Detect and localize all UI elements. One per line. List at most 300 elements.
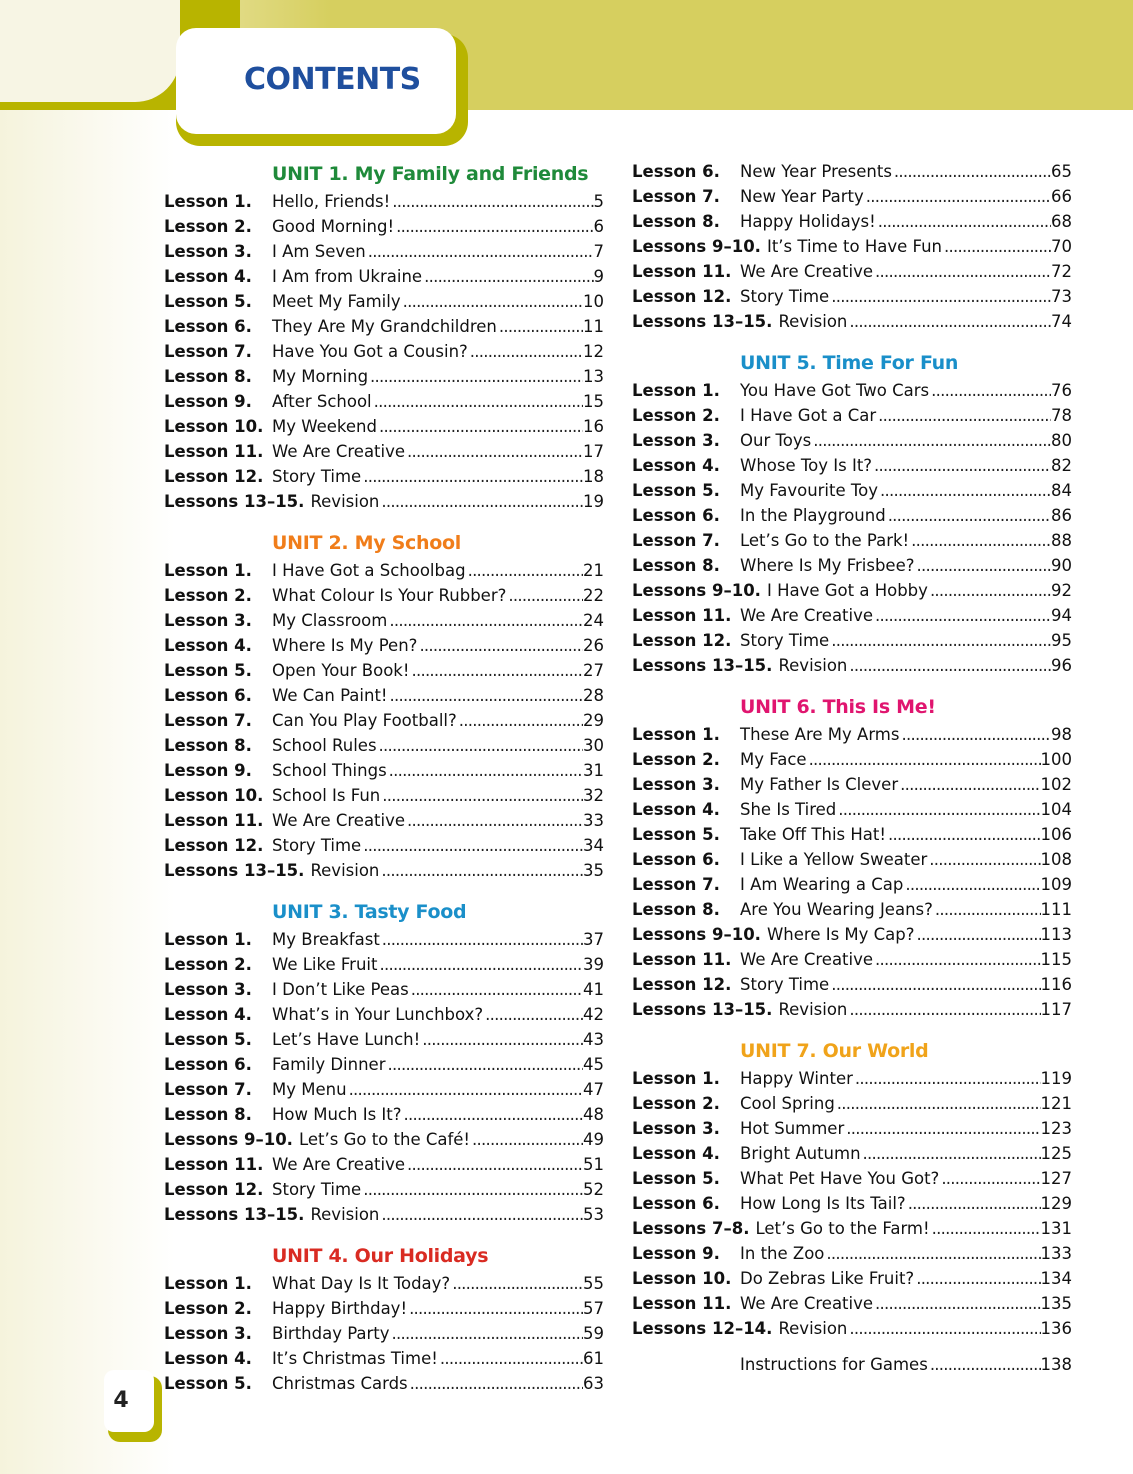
lesson-title: My Menu: [272, 1080, 347, 1099]
lesson-label: Lesson 8.: [632, 212, 720, 231]
lesson-label: Lesson 11.: [164, 811, 264, 830]
lesson-page-number: 13: [583, 367, 604, 386]
leader-dots: [929, 847, 1040, 872]
lesson-entry: [632, 1166, 1072, 1191]
leader-dots: [387, 1052, 583, 1077]
lesson-entry: [164, 1321, 604, 1346]
leader-dots: [855, 1066, 1041, 1091]
lesson-label: Lesson 11.: [632, 1294, 732, 1313]
lesson-label: Lesson 5.: [632, 1169, 720, 1188]
lesson-label: Lesson 12.: [164, 836, 264, 855]
lesson-page-number: 18: [583, 467, 604, 486]
leader-dots: [849, 997, 1040, 1022]
lesson-entry: [164, 858, 604, 883]
lesson-title: Revision: [310, 492, 380, 511]
leader-dots: [411, 977, 583, 1002]
lesson-entry: [164, 414, 604, 439]
leader-dots: [837, 1091, 1041, 1116]
lesson-entry: [164, 214, 604, 239]
leader-dots: [900, 772, 1040, 797]
lesson-entry: [164, 683, 604, 708]
lesson-page-number: 68: [1051, 212, 1072, 231]
lesson-title: Happy Birthday!: [272, 1299, 408, 1318]
lesson-title: Can You Play Football?: [272, 711, 457, 730]
lesson-title: How Long Is Its Tail?: [740, 1194, 906, 1213]
lesson-page-number: 32: [583, 786, 604, 805]
lesson-label: Lesson 7.: [632, 875, 720, 894]
leader-dots: [392, 189, 593, 214]
lesson-entry: [164, 289, 604, 314]
lesson-label: Lesson 1.: [164, 930, 252, 949]
lesson-entry: [164, 1052, 604, 1077]
leader-dots: [894, 159, 1051, 184]
lesson-entry: [164, 1296, 604, 1321]
lesson-page-number: 39: [583, 955, 604, 974]
lesson-label: Lesson 8.: [164, 736, 252, 755]
lesson-entry: [632, 747, 1072, 772]
lesson-page-number: 95: [1051, 631, 1072, 650]
lesson-list-unit-3: [164, 927, 604, 1227]
lesson-title: Whose Toy Is It?: [740, 456, 873, 475]
lesson-label: Lesson 2.: [632, 406, 720, 425]
unit-title-3: UNIT 3. Tasty Food: [272, 901, 467, 923]
lesson-page-number: 63: [583, 1374, 604, 1393]
leader-dots: [875, 603, 1051, 628]
lesson-label: Lesson 5.: [164, 292, 252, 311]
lesson-title: Take Off This Hat!: [740, 825, 886, 844]
lesson-list-unit-4-part-2: [632, 159, 1072, 334]
lesson-entry: [164, 464, 604, 489]
lesson-label: Lesson 11.: [632, 606, 732, 625]
lesson-entry: [632, 653, 1072, 678]
lesson-page-number: 106: [1040, 825, 1072, 844]
lesson-title: After School: [272, 392, 372, 411]
lesson-label: Lesson 3.: [632, 431, 720, 450]
lesson-page-number: 33: [583, 811, 604, 830]
lesson-entry: [632, 309, 1072, 334]
lesson-label: Lesson 6.: [632, 506, 720, 525]
lesson-label: Lesson 9.: [164, 761, 252, 780]
lesson-title: School Is Fun: [272, 786, 381, 805]
lesson-label: Lesson 7.: [164, 342, 252, 361]
leader-dots: [941, 1166, 1040, 1191]
lesson-entry: [164, 583, 604, 608]
lesson-label: Lesson 3.: [164, 1324, 252, 1343]
lesson-entry: [164, 1027, 604, 1052]
lesson-entry: [164, 952, 604, 977]
lesson-title: Hot Summer: [740, 1119, 845, 1138]
leader-dots: [878, 403, 1051, 428]
lesson-page-number: 45: [583, 1055, 604, 1074]
lesson-page-number: 117: [1040, 1000, 1072, 1019]
lesson-title: New Year Presents: [740, 162, 892, 181]
lesson-entry: [632, 603, 1072, 628]
lesson-entry: [164, 1077, 604, 1102]
lesson-title: Story Time: [740, 287, 830, 306]
lesson-entry: [632, 284, 1072, 309]
lesson-label: Lesson 6.: [632, 850, 720, 869]
leader-dots: [363, 464, 583, 489]
lesson-label: Lessons 13–15.: [632, 656, 773, 675]
lesson-page-number: 94: [1051, 606, 1072, 625]
lesson-title: Let’s Have Lunch!: [272, 1030, 421, 1049]
lesson-page-number: 48: [583, 1105, 604, 1124]
lesson-entry: [164, 1152, 604, 1177]
lesson-title: My Father Is Clever: [740, 775, 899, 794]
leader-dots: [468, 558, 583, 583]
lesson-page-number: 104: [1040, 800, 1072, 819]
lesson-page-number: 90: [1051, 556, 1072, 575]
lesson-title: My Favourite Toy: [740, 481, 879, 500]
lesson-page-number: 115: [1040, 950, 1072, 969]
lesson-entry: [164, 1346, 604, 1371]
lesson-page-number: 100: [1040, 750, 1072, 769]
leader-dots: [930, 1352, 1041, 1377]
lesson-page-number: 28: [583, 686, 604, 705]
lesson-title: How Much Is It?: [272, 1105, 402, 1124]
lesson-title: I Have Got a Car: [740, 406, 877, 425]
lesson-page-number: 24: [583, 611, 604, 630]
lesson-label: Lessons 13–15.: [164, 1205, 305, 1224]
lesson-title: I Am from Ukraine: [272, 267, 423, 286]
lesson-page-number: 10: [583, 292, 604, 311]
lesson-page-number: 52: [583, 1180, 604, 1199]
lesson-entry: [164, 633, 604, 658]
lesson-page-number: 82: [1051, 456, 1072, 475]
lesson-label: Lesson 4.: [164, 636, 252, 655]
lesson-page-number: 80: [1051, 431, 1072, 450]
lesson-title: We Are Creative: [272, 1155, 406, 1174]
lesson-label: Lesson 12.: [632, 631, 732, 650]
lesson-entry: [632, 797, 1072, 822]
leader-dots: [407, 808, 583, 833]
lesson-entry: [164, 189, 604, 214]
lesson-entry: [164, 339, 604, 364]
lesson-list-unit-6: [632, 722, 1072, 1022]
leader-dots: [813, 428, 1051, 453]
lesson-page-number: 30: [583, 736, 604, 755]
leader-dots: [838, 797, 1040, 822]
lesson-entry: [164, 239, 604, 264]
leader-dots: [381, 489, 583, 514]
lesson-label: Lesson 8.: [164, 1105, 252, 1124]
lesson-label: Lesson 4.: [164, 267, 252, 286]
lesson-label: Lessons 9–10.: [632, 925, 761, 944]
lesson-label: Lesson 3.: [164, 611, 252, 630]
lesson-page-number: 65: [1051, 162, 1072, 181]
page-title: CONTENTS: [244, 62, 421, 97]
lesson-page-number: 26: [583, 636, 604, 655]
lesson-entry: [632, 1241, 1072, 1266]
lesson-entry: [164, 1271, 604, 1296]
lesson-title: We Are Creative: [272, 811, 406, 830]
lesson-entry: [632, 722, 1072, 747]
lesson-title: Story Time: [740, 975, 830, 994]
lesson-entry: [632, 1091, 1072, 1116]
lesson-label: Lesson 6.: [632, 162, 720, 181]
lesson-entry: [632, 478, 1072, 503]
lesson-title: I Like a Yellow Sweater: [740, 850, 928, 869]
lesson-title: Story Time: [272, 836, 362, 855]
lesson-title: It’s Time to Have Fun: [766, 237, 943, 256]
page-number: 4: [113, 1388, 129, 1413]
lesson-title: My Breakfast: [272, 930, 380, 949]
leader-dots: [452, 1271, 583, 1296]
lesson-label: Lessons 13–15.: [164, 492, 305, 511]
lesson-title: My Classroom: [272, 611, 388, 630]
lesson-page-number: 34: [583, 836, 604, 855]
leader-dots: [849, 309, 1051, 334]
lesson-label: Lesson 4.: [632, 1144, 720, 1163]
contents-column-left: [164, 159, 604, 1396]
lesson-label: Lesson 1.: [632, 725, 720, 744]
lesson-title: Open Your Book!: [272, 661, 410, 680]
lesson-entry: [164, 658, 604, 683]
leader-dots: [409, 1296, 583, 1321]
lesson-list-unit-5: [632, 378, 1072, 678]
lesson-label: Lesson 3.: [632, 775, 720, 794]
lesson-label: Lesson 2.: [164, 217, 252, 236]
leader-dots: [379, 414, 583, 439]
lesson-title: She Is Tired: [740, 800, 837, 819]
lesson-page-number: 5: [593, 192, 604, 211]
leader-dots: [901, 722, 1051, 747]
lesson-label: Lesson 6.: [164, 686, 252, 705]
lesson-label: Lesson 7.: [632, 187, 720, 206]
lesson-page-number: 111: [1040, 900, 1072, 919]
lesson-title: Have You Got a Cousin?: [272, 342, 468, 361]
lesson-entry: [632, 1216, 1072, 1241]
leader-dots: [381, 858, 583, 883]
lesson-label: Lesson 11.: [164, 1155, 264, 1174]
unit-title-5: UNIT 5. Time For Fun: [740, 352, 959, 374]
lesson-entry: [632, 822, 1072, 847]
lesson-entry: [164, 927, 604, 952]
lesson-list-unit-4-part-1: [164, 1271, 604, 1396]
lesson-page-number: 102: [1040, 775, 1072, 794]
lesson-entry: [164, 1202, 604, 1227]
lesson-page-number: 127: [1040, 1169, 1072, 1188]
leader-dots: [809, 747, 1041, 772]
lesson-title: I Have Got a Schoolbag: [272, 561, 466, 580]
lesson-label: Lesson 3.: [164, 242, 252, 261]
lesson-title: We Like Fruit: [272, 955, 378, 974]
lesson-entry: [164, 608, 604, 633]
lesson-entry: [632, 184, 1072, 209]
leader-dots: [422, 1027, 583, 1052]
leader-dots: [931, 378, 1051, 403]
games-title: Instructions for Games: [740, 1355, 928, 1374]
lesson-page-number: 17: [583, 442, 604, 461]
lesson-title: Story Time: [272, 467, 362, 486]
lesson-list-unit-7: [632, 1066, 1072, 1341]
lesson-label: Lessons 7–8.: [632, 1219, 750, 1238]
lesson-entry: [164, 314, 604, 339]
lesson-entry: [164, 489, 604, 514]
lesson-entry: [164, 1177, 604, 1202]
lesson-entry: [164, 558, 604, 583]
lesson-label: Lesson 3.: [632, 1119, 720, 1138]
lesson-page-number: 125: [1040, 1144, 1072, 1163]
lesson-label: Lesson 1.: [632, 1069, 720, 1088]
lesson-label: Lesson 12.: [632, 975, 732, 994]
lesson-title: I Am Wearing a Cap: [740, 875, 904, 894]
lesson-entry: [632, 1141, 1072, 1166]
lesson-label: Lesson 12.: [632, 287, 732, 306]
lesson-label: Lesson 3.: [164, 980, 252, 999]
lesson-title: We Are Creative: [740, 262, 874, 281]
lesson-page-number: 84: [1051, 481, 1072, 500]
leader-dots: [411, 658, 583, 683]
lesson-entry: [164, 1371, 604, 1396]
lesson-title: My Face: [740, 750, 807, 769]
lesson-entry: [164, 264, 604, 289]
lesson-title: Christmas Cards: [272, 1374, 408, 1393]
lesson-title: We Are Creative: [740, 950, 874, 969]
leader-dots: [419, 633, 583, 658]
lesson-title: What Day Is It Today?: [272, 1274, 451, 1293]
lesson-entry: [632, 872, 1072, 897]
leader-dots: [389, 608, 583, 633]
lesson-title: What Pet Have You Got?: [740, 1169, 940, 1188]
leader-dots: [905, 872, 1040, 897]
lesson-title: They Are My Grandchildren: [272, 317, 497, 336]
lesson-title: My Weekend: [272, 417, 377, 436]
leader-dots: [908, 1191, 1041, 1216]
lesson-entry: [632, 259, 1072, 284]
leader-dots: [389, 758, 583, 783]
leader-dots: [875, 1291, 1040, 1316]
leader-dots: [379, 733, 583, 758]
lesson-entry: [632, 1266, 1072, 1291]
leader-dots: [349, 1077, 583, 1102]
unit-title-4: UNIT 4. Our Holidays: [272, 1245, 489, 1267]
lesson-page-number: 29: [583, 711, 604, 730]
lesson-label: Lesson 1.: [164, 1274, 252, 1293]
unit-title-6: UNIT 6. This Is Me!: [740, 696, 936, 718]
lesson-entry: [164, 1102, 604, 1127]
lesson-title: Happy Winter: [740, 1069, 853, 1088]
lesson-title: Where Is My Pen?: [272, 636, 418, 655]
leader-dots: [888, 503, 1051, 528]
lesson-entry: [164, 758, 604, 783]
leader-dots: [382, 927, 583, 952]
lesson-page-number: 96: [1051, 656, 1072, 675]
lesson-label: Lesson 2.: [164, 1299, 252, 1318]
lesson-page-number: 121: [1040, 1094, 1072, 1113]
lesson-page-number: 116: [1040, 975, 1072, 994]
leader-dots: [508, 583, 583, 608]
lesson-title: Cool Spring: [740, 1094, 835, 1113]
lesson-page-number: 131: [1040, 1219, 1072, 1238]
lesson-label: Lesson 10.: [164, 417, 264, 436]
leader-dots: [368, 239, 594, 264]
lesson-page-number: 47: [583, 1080, 604, 1099]
lesson-label: Lesson 9.: [632, 1244, 720, 1263]
leader-dots: [370, 364, 583, 389]
lesson-title: I Have Got a Hobby: [766, 581, 928, 600]
lesson-entry: [164, 364, 604, 389]
leader-dots: [911, 528, 1051, 553]
lesson-entry: [632, 772, 1072, 797]
lesson-page-number: 61: [583, 1349, 604, 1368]
lesson-page-number: 49: [583, 1130, 604, 1149]
lesson-entry: [632, 1316, 1072, 1341]
lesson-title: We Are Creative: [272, 442, 406, 461]
lesson-entry: [632, 897, 1072, 922]
lesson-page-number: 7: [593, 242, 604, 261]
lesson-label: Lesson 12.: [164, 467, 264, 486]
page-background-tint: [0, 0, 175, 1474]
leader-dots: [440, 1346, 583, 1371]
lesson-title: Revision: [778, 1319, 848, 1338]
lesson-page-number: 78: [1051, 406, 1072, 425]
lesson-label: Lessons 12–14.: [632, 1319, 773, 1338]
lesson-entry: [164, 708, 604, 733]
leader-dots: [472, 1127, 583, 1152]
lesson-title: Revision: [778, 1000, 848, 1019]
lesson-entry: [632, 1116, 1072, 1141]
lesson-page-number: 16: [583, 417, 604, 436]
lesson-title: Revision: [310, 861, 380, 880]
unit-title-1: UNIT 1. My Family and Friends: [272, 163, 589, 185]
lesson-label: Lessons 9–10.: [632, 581, 761, 600]
lesson-page-number: 108: [1040, 850, 1072, 869]
lesson-page-number: 74: [1051, 312, 1072, 331]
lesson-page-number: 76: [1051, 381, 1072, 400]
leader-dots: [407, 1152, 583, 1177]
lesson-page-number: 31: [583, 761, 604, 780]
leader-dots: [888, 822, 1041, 847]
leader-dots: [880, 478, 1051, 503]
lesson-page-number: 136: [1040, 1319, 1072, 1338]
lesson-label: Lesson 4.: [164, 1349, 252, 1368]
lesson-label: Lesson 2.: [164, 586, 252, 605]
leader-dots: [374, 389, 583, 414]
leader-dots: [381, 1202, 583, 1227]
lesson-page-number: 12: [583, 342, 604, 361]
leader-dots: [826, 1241, 1040, 1266]
leader-dots: [403, 289, 583, 314]
lesson-entry: [632, 847, 1072, 872]
lesson-entry: [632, 503, 1072, 528]
lesson-label: Lesson 5.: [164, 1374, 252, 1393]
lesson-page-number: 15: [583, 392, 604, 411]
lesson-page-number: 73: [1051, 287, 1072, 306]
leader-dots: [831, 972, 1040, 997]
lesson-entry: [632, 378, 1072, 403]
lesson-label: Lesson 5.: [164, 1030, 252, 1049]
lesson-label: Lessons 9–10.: [632, 237, 761, 256]
lesson-entry: [164, 439, 604, 464]
lesson-label: Lesson 11.: [632, 262, 732, 281]
lesson-page-number: 6: [593, 217, 604, 236]
lesson-title: Where Is My Frisbee?: [740, 556, 915, 575]
lesson-page-number: 70: [1051, 237, 1072, 256]
lesson-title: Hello, Friends!: [272, 192, 391, 211]
leader-dots: [849, 653, 1051, 678]
lesson-label: Lessons 13–15.: [632, 1000, 773, 1019]
lesson-title: Revision: [778, 656, 848, 675]
leader-dots: [932, 1216, 1041, 1241]
leader-dots: [875, 259, 1051, 284]
lesson-label: Lesson 5.: [632, 825, 720, 844]
lesson-entry: [164, 808, 604, 833]
lesson-title: Family Dinner: [272, 1055, 386, 1074]
lesson-label: Lesson 7.: [164, 711, 252, 730]
lesson-page-number: 59: [583, 1324, 604, 1343]
games-page: 138: [1040, 1355, 1072, 1374]
